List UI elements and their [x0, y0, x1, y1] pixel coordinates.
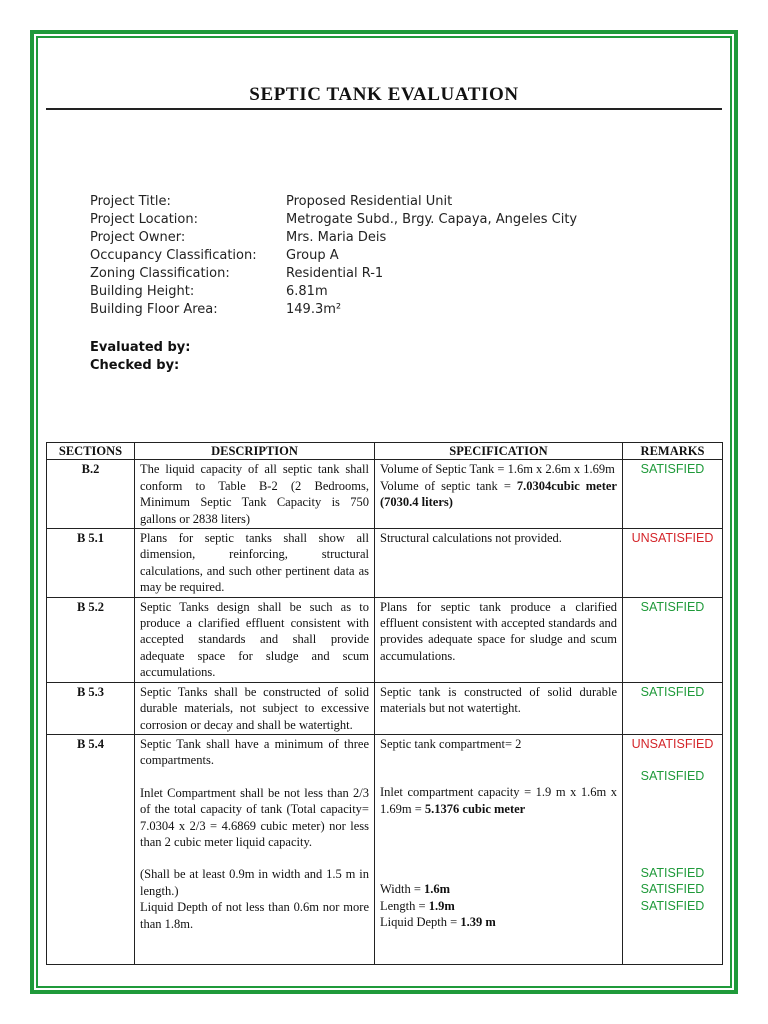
remark-cell: UNSATISFIED — [623, 529, 723, 598]
spec-line-group — [380, 881, 617, 897]
spec-line: Width = — [380, 882, 425, 897]
remark-value: SATISFIED — [640, 769, 705, 784]
checked-by-label: Checked by: — [90, 358, 180, 373]
section-cell: B 5.2 — [47, 597, 135, 682]
specification-cell: Plans for septic tank produce a clarified effluent consistent with accepted standards and provides adequate space for sludge and scum accumulations. — [375, 597, 623, 682]
spec-line-group — [380, 898, 617, 914]
specification-cell — [375, 734, 623, 964]
remark-value: UNSATISFIED — [631, 736, 714, 751]
spec-line: Volume of Septic Tank = 1.6m x 2.6m x 1.69m — [380, 462, 615, 477]
project-owner-value: Mrs. Maria Deis — [286, 230, 387, 245]
remark-value: SATISFIED — [640, 865, 705, 880]
description-line: (Shall be at least 0.9m in width and 1.5 m in length.) — [140, 867, 369, 898]
building-floor-area-row — [90, 301, 577, 319]
table-row — [47, 529, 723, 598]
table-header-row — [47, 443, 723, 460]
table-row — [47, 460, 723, 529]
document-title: SEPTIC TANK EVALUATION — [249, 84, 519, 105]
zoning-classification-value: Residential R-1 — [286, 266, 384, 281]
remark-cell: SATISFIED — [623, 682, 723, 734]
description-line: Liquid Depth of not less than 0.6m nor more than 1.8m. — [140, 900, 369, 931]
project-title-row — [90, 193, 577, 211]
spec-line: Inlet compartment capacity = 1.9 m x 1.6m x 1.69m = — [380, 785, 617, 816]
evaluated-by-label: Evaluated by: — [90, 340, 191, 355]
spec-value: 1.39 m — [460, 914, 496, 929]
specification-cell — [375, 460, 623, 529]
section-cell: B 5.3 — [47, 682, 135, 734]
building-height-row — [90, 283, 577, 301]
spec-line-group — [380, 784, 617, 817]
project-title-label: Project Title: — [90, 194, 171, 209]
project-title-value: Proposed Residential Unit — [286, 194, 453, 209]
spec-value: 5.1376 cubic meter — [424, 801, 526, 816]
building-height-value: 6.81m — [286, 284, 328, 299]
spec-line-group — [380, 914, 617, 930]
description-cell: Septic Tanks shall be constructed of solid durable materials, not subject to excessive corrosion or decay and shall be watertight. — [135, 682, 375, 734]
occupancy-classification-value: Group A — [286, 248, 339, 263]
header-description: DESCRIPTION — [135, 443, 375, 460]
description-line: Septic Tank shall have a minimum of three compartments. — [140, 736, 369, 768]
description-cell — [135, 734, 375, 964]
zoning-classification-row — [90, 265, 577, 283]
project-info — [90, 193, 577, 319]
project-location-label: Project Location: — [90, 212, 198, 227]
spec-value: 1.6m — [424, 882, 451, 897]
specification-cell: Septic tank is constructed of solid durable materials but not watertight. — [375, 682, 623, 734]
title-underline — [46, 108, 722, 110]
occupancy-classification-label: Occupancy Classification: — [90, 248, 257, 263]
table-row — [47, 682, 723, 734]
description-cell: Plans for septic tanks shall show all dimension, reinforcing, structural calculations, and such other pertinent data as may be required. — [135, 529, 375, 598]
table-row — [47, 734, 723, 964]
evaluation-table — [46, 442, 723, 965]
zoning-classification-label: Zoning Classification: — [90, 266, 230, 281]
remark-cell: SATISFIED — [623, 597, 723, 682]
header-specification: SPECIFICATION — [375, 443, 623, 460]
spec-line: Length = — [380, 898, 429, 913]
building-floor-area-label: Building Floor Area: — [90, 302, 218, 317]
table-row — [47, 597, 723, 682]
project-owner-row — [90, 229, 577, 247]
spec-value: 7.0304cubic meter (7030.4 liters) — [380, 478, 617, 510]
building-floor-area-value: 149.3m² — [286, 302, 342, 317]
specification-cell: Structural calculations not provided. — [375, 529, 623, 598]
remark-cell: SATISFIED — [623, 460, 723, 529]
description-line: Inlet Compartment shall be not less than 2/3 of the total capacity of tank (Total capacity= 7.0304 x 2/3 = 4.6869 cubic meter) nor less than 2 cubic meter liquid capacity. — [140, 785, 369, 849]
project-owner-label: Project Owner: — [90, 230, 186, 245]
building-height-label: Building Height: — [90, 284, 195, 299]
spec-line: Septic tank compartment= 2 — [380, 736, 522, 751]
remark-value: SATISFIED — [640, 898, 705, 913]
project-location-value: Metrogate Subd., Brgy. Capaya, Angeles City — [286, 212, 578, 227]
spec-value: 1.9m — [428, 898, 455, 913]
section-cell: B 5.1 — [47, 529, 135, 598]
header-remarks: REMARKS — [623, 443, 723, 460]
signatories — [90, 339, 190, 375]
header-sections: SECTIONS — [47, 443, 135, 460]
description-cell: The liquid capacity of all septic tank shall conform to Table B-2 (2 Bedrooms, Minimum Septic Tank Capacity is 750 gallons or 2838 liters) — [135, 460, 375, 529]
project-location-row — [90, 211, 577, 229]
occupancy-classification-row — [90, 247, 577, 265]
spec-line: Liquid Depth = — [380, 914, 461, 929]
remark-value: SATISFIED — [640, 882, 705, 897]
remark-cell — [623, 734, 723, 964]
section-cell: B.2 — [47, 460, 135, 529]
description-cell: Septic Tanks design shall be such as to produce a clarified effluent consistent with accepted standards and shall provide adequate space for sludge and scum accumulations. — [135, 597, 375, 682]
spec-line: Volume of septic tank = — [380, 478, 517, 493]
section-cell: B 5.4 — [47, 734, 135, 964]
